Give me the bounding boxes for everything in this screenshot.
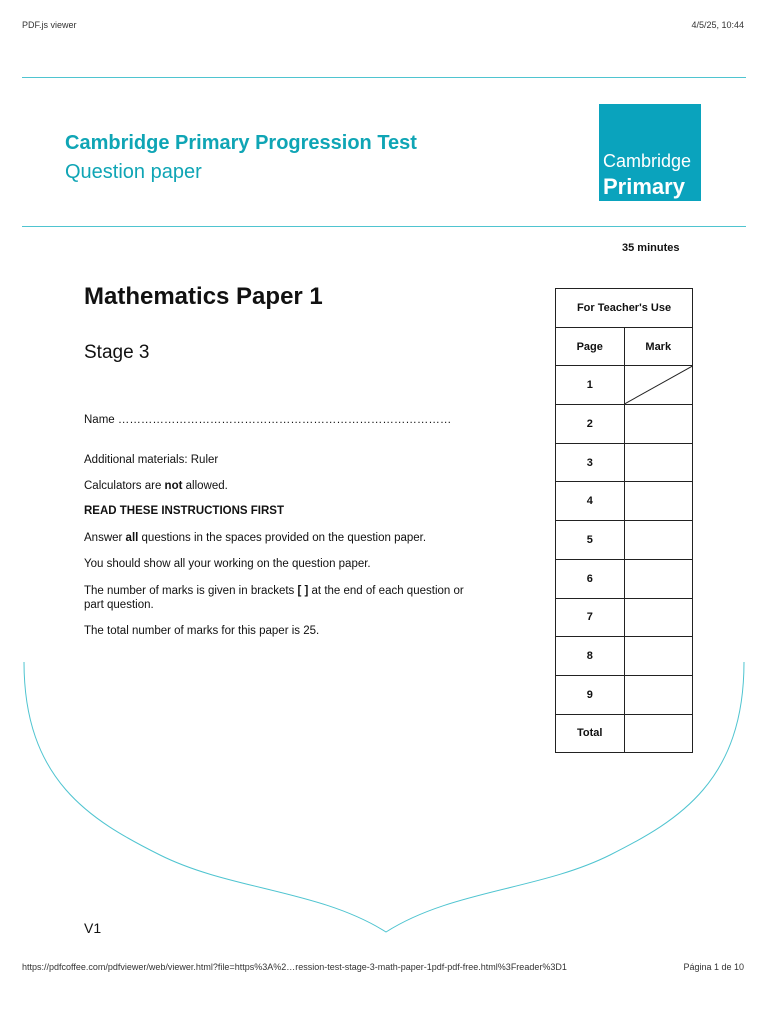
mark-cell bbox=[624, 405, 693, 444]
column-mark-header: Mark bbox=[624, 327, 693, 366]
mark-cell-struck bbox=[624, 366, 693, 405]
mark-cell bbox=[624, 559, 693, 598]
marks-text-pre: The number of marks is given in brackets bbox=[84, 585, 298, 597]
paper-stage: Stage 3 bbox=[84, 342, 150, 363]
marks-text-bold: [ ] bbox=[297, 585, 309, 597]
table-column-row bbox=[556, 327, 693, 366]
duration-label: 35 minutes bbox=[622, 242, 680, 254]
table-row bbox=[556, 559, 693, 598]
page-number-cell: 6 bbox=[556, 559, 625, 598]
mark-cell bbox=[624, 443, 693, 482]
total-label: Total bbox=[556, 714, 625, 753]
table-row bbox=[556, 521, 693, 560]
name-dots: …………………………………………………………………………… bbox=[117, 414, 452, 426]
page-number-cell: 4 bbox=[556, 482, 625, 521]
header-bottom-rule bbox=[22, 226, 746, 227]
working-instruction: You should show all your working on the question paper. bbox=[84, 558, 371, 570]
additional-materials: Additional materials: Ruler bbox=[84, 454, 219, 466]
table-header-row bbox=[556, 289, 693, 328]
diagonal-strike-icon bbox=[625, 366, 693, 404]
mark-cell bbox=[624, 521, 693, 560]
column-page-header: Page bbox=[556, 327, 625, 366]
cambridge-primary-logo bbox=[599, 104, 701, 201]
read-instructions-heading: READ THESE INSTRUCTIONS FIRST bbox=[84, 505, 284, 517]
name-label: Name bbox=[84, 414, 115, 426]
decorative-swoosh bbox=[0, 640, 768, 940]
logo-line-cambridge: Cambridge bbox=[603, 151, 692, 171]
answer-text-bold: all bbox=[125, 532, 139, 544]
top-rule bbox=[22, 77, 746, 78]
page-number-cell: 9 bbox=[556, 675, 625, 714]
calc-text-pre: Calculators are bbox=[84, 480, 165, 492]
total-marks-note: The total number of marks for this paper is 25. bbox=[84, 625, 320, 637]
page-number-cell: 1 bbox=[556, 366, 625, 405]
marks-instruction bbox=[84, 584, 484, 612]
table-row bbox=[556, 443, 693, 482]
calc-text-bold: not bbox=[164, 480, 183, 492]
brand-title: Cambridge Primary Progression Test bbox=[65, 132, 417, 154]
print-url: https://pdfcoffee.com/pdfviewer/web/viewer.html?file=https%3A%2…ression-test-stage-3-math-paper-1pdf-pdf-free.html%3Freader%3D1 bbox=[22, 962, 567, 972]
print-title: PDF.js viewer bbox=[22, 20, 77, 30]
table-row bbox=[556, 598, 693, 637]
calculator-note bbox=[84, 479, 484, 493]
logo-line-primary: Primary bbox=[603, 174, 685, 199]
answer-text-pre: Answer bbox=[84, 532, 126, 544]
answer-text-post: questions in the spaces provided on the question paper. bbox=[138, 532, 427, 544]
name-field-line bbox=[84, 413, 484, 427]
page-number-cell: 5 bbox=[556, 521, 625, 560]
page-number-cell: 8 bbox=[556, 637, 625, 676]
print-date: 4/5/25, 10:44 bbox=[691, 20, 744, 30]
table-row bbox=[556, 482, 693, 521]
table-row bbox=[556, 405, 693, 444]
print-page-number: Página 1 de 10 bbox=[683, 962, 744, 972]
page-number-cell: 7 bbox=[556, 598, 625, 637]
paper-title: Mathematics Paper 1 bbox=[84, 283, 323, 310]
mark-cell bbox=[624, 482, 693, 521]
table-row bbox=[556, 366, 693, 405]
mark-cell bbox=[624, 598, 693, 637]
answer-all-instruction bbox=[84, 531, 484, 545]
version-label: V1 bbox=[84, 920, 102, 936]
calc-text-post: allowed. bbox=[182, 480, 228, 492]
brand-subtitle: Question paper bbox=[65, 161, 202, 183]
page-number-cell: 3 bbox=[556, 443, 625, 482]
page-number-cell: 2 bbox=[556, 405, 625, 444]
teachers-use-heading: For Teacher's Use bbox=[556, 289, 693, 328]
marks-text-post: at the end of each question or part question. bbox=[84, 585, 464, 611]
